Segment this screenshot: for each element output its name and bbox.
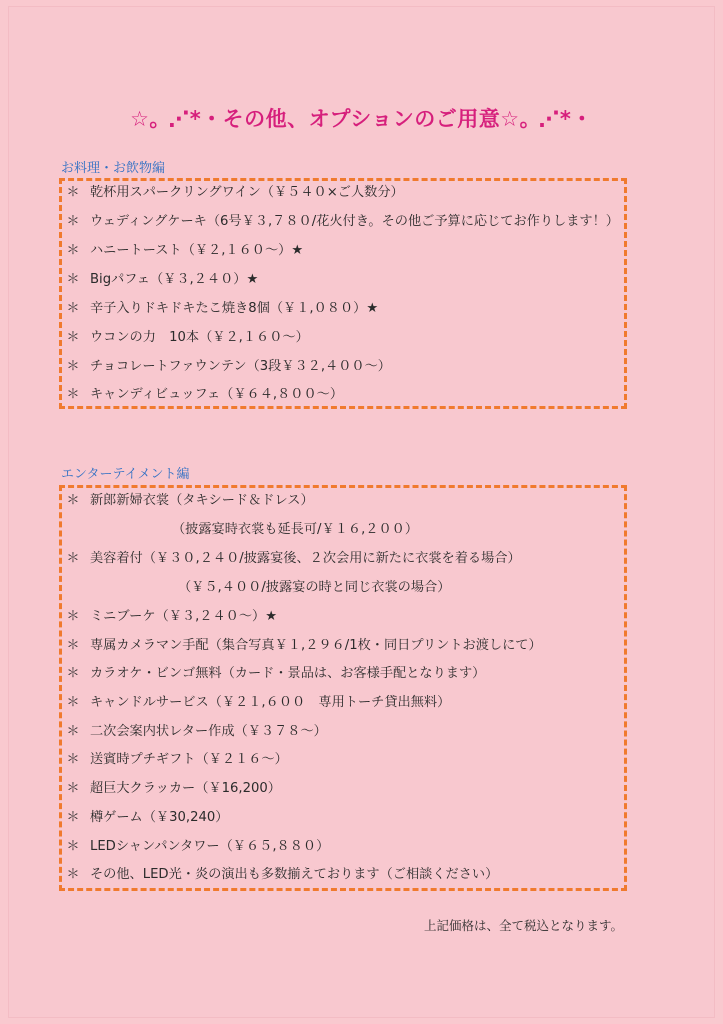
tax-note: 上記価格は、全て税込となります。 <box>423 918 623 933</box>
item-text: LEDシャンパンタワー（￥６５,８８０） <box>90 839 330 854</box>
asterisk-bullet: ＊ <box>66 781 80 796</box>
item-text: 専属カメラマン手配（集合写真￥１,２９６/1枚・同日プリントお渡しにて） <box>90 638 542 653</box>
food-options-box <box>59 178 627 409</box>
asterisk-bullet: ＊ <box>66 214 80 229</box>
item-text: ミニブーケ（￥３,２４０～）★ <box>90 609 278 624</box>
asterisk-bullet: ＊ <box>66 609 80 624</box>
asterisk-bullet: ＊ <box>66 839 80 854</box>
asterisk-bullet: ＊ <box>66 185 80 200</box>
item-text: 超巨大クラッカー（￥16,200） <box>90 781 281 796</box>
item-text: 辛子入りドキドキたこ焼き8個（￥１,０８０）★ <box>90 301 379 316</box>
section-label-food: お料理・お飲物編 <box>61 161 166 176</box>
item-text: キャンドルサービス（￥２１,６００ 専用トーチ貸出無料） <box>90 695 451 710</box>
section-label-entertainment: エンターテイメント編 <box>61 467 190 482</box>
item-text: 乾杯用スパークリングワイン（￥５４０×ご人数分） <box>90 185 404 200</box>
asterisk-bullet: ＊ <box>66 724 80 739</box>
item-subnote: （￥５,４００/披露宴の時と同じ衣裳の場合） <box>178 580 451 595</box>
entertainment-options-box <box>59 485 627 891</box>
asterisk-bullet: ＊ <box>66 243 80 258</box>
asterisk-bullet: ＊ <box>66 359 80 374</box>
item-text: 新郎新婦衣裳（タキシード＆ドレス） <box>90 493 314 508</box>
asterisk-bullet: ＊ <box>66 551 80 566</box>
item-text: 美容着付（￥３０,２４０/披露宴後、２次会用に新たに衣裳を着る場合） <box>90 551 521 566</box>
page-title: ☆｡ ⋰*・その他、オプションのご用意☆｡ ⋰*・ <box>130 107 593 131</box>
item-text: ハニートースト（￥２,１６０～）★ <box>90 243 304 258</box>
asterisk-bullet: ＊ <box>66 638 80 653</box>
item-text: チョコレートファウンテン（3段￥３２,４００～） <box>90 359 391 374</box>
item-text: 送賓時プチギフト（￥２１６～） <box>90 752 288 767</box>
asterisk-bullet: ＊ <box>66 301 80 316</box>
asterisk-bullet: ＊ <box>66 867 80 882</box>
asterisk-bullet: ＊ <box>66 810 80 825</box>
item-subnote: （披露宴時衣裳も延長可/￥１６,２００） <box>172 522 419 537</box>
item-text: Bigパフェ（￥３,２４０）★ <box>90 272 259 287</box>
item-text: ウェディングケーキ（6号￥３,７８０/花火付き。その他ご予算に応じてお作りします！） <box>90 214 619 229</box>
asterisk-bullet: ＊ <box>66 752 80 767</box>
item-text: 二次会案内状レター作成（￥３７８～） <box>90 724 327 739</box>
asterisk-bullet: ＊ <box>66 387 80 402</box>
asterisk-bullet: ＊ <box>66 666 80 681</box>
asterisk-bullet: ＊ <box>66 272 80 287</box>
asterisk-bullet: ＊ <box>66 695 80 710</box>
asterisk-bullet: ＊ <box>66 330 80 345</box>
item-text: カラオケ・ビンゴ無料（カード・景品は、お客様手配となります） <box>90 666 486 681</box>
item-text: 樽ゲーム（￥30,240） <box>90 810 229 825</box>
item-text: その他、LED光・炎の演出も多数揃えております（ご相談ください） <box>90 867 499 882</box>
asterisk-bullet: ＊ <box>66 493 80 508</box>
item-text: ウコンの力 10本（￥２,１６０～） <box>90 330 309 345</box>
item-text: キャンディビュッフェ（￥６４,８００～） <box>90 387 344 402</box>
